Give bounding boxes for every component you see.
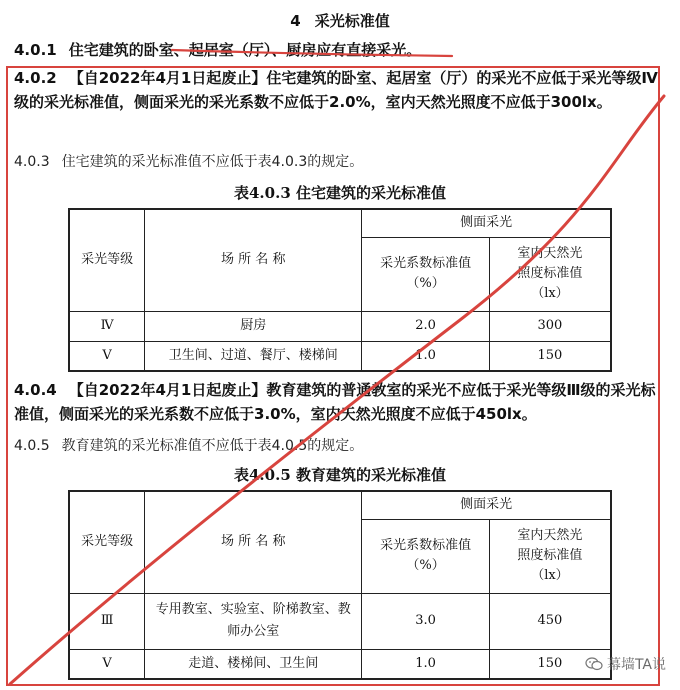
header-factor: 采光系数标准值 （%） — [362, 237, 490, 311]
header-place: 场 所 名 称 — [145, 491, 362, 593]
cell-illuminance: 150 — [489, 649, 611, 679]
header-level: 采光等级 — [69, 491, 145, 593]
chapter-number: 4 — [290, 12, 301, 30]
table-row — [69, 341, 611, 371]
table-caption-4-0-3: 表4.0.3 住宅建筑的采光标准值 — [234, 184, 446, 202]
clause-text: 住宅建筑的采光标准值不应低于表4.0.3的规定。 — [61, 154, 364, 170]
clause-4-0-3 — [14, 150, 664, 174]
clause-number: 4.0.1 — [14, 41, 57, 59]
clause-number: 4.0.2 — [14, 69, 57, 87]
cell-factor: 2.0 — [362, 311, 490, 341]
cell-place: 卫生间、过道、餐厅、楼梯间 — [145, 341, 362, 371]
watermark — [585, 654, 666, 674]
cell-level: Ⅴ — [69, 341, 145, 371]
cell-place: 专用教室、实验室、阶梯教室、教师办公室 — [145, 593, 362, 649]
header-illuminance: 室内天然光 照度标准值 （lx） — [489, 237, 611, 311]
clause-text: 教育建筑的采光标准值不应低于表4.0.5的规定。 — [61, 438, 364, 454]
watermark-text: 幕墙TA说 — [606, 657, 666, 673]
cell-level: Ⅳ — [69, 311, 145, 341]
table-row — [69, 311, 611, 341]
clause-number: 4.0.3 — [14, 154, 50, 170]
clause-4-0-1 — [14, 38, 664, 62]
table-caption-4-0-5: 表4.0.5 教育建筑的采光标准值 — [234, 466, 446, 484]
clause-4-0-4 — [14, 378, 664, 426]
cell-level: Ⅲ — [69, 593, 145, 649]
wechat-icon — [585, 657, 603, 671]
clause-text: 住宅建筑的卧室、起居室（厅）、厨房应有直接采光。 — [68, 41, 422, 59]
cell-illuminance: 450 — [489, 593, 611, 649]
cell-illuminance: 300 — [489, 311, 611, 341]
cell-factor: 3.0 — [362, 593, 490, 649]
cell-illuminance: 150 — [489, 341, 611, 371]
header-side-lighting: 侧面采光 — [362, 209, 611, 237]
clause-number: 4.0.4 — [14, 381, 57, 399]
header-level: 采光等级 — [69, 209, 145, 311]
table-4-0-5 — [68, 490, 612, 680]
table-4-0-3 — [68, 208, 612, 372]
clause-4-0-2 — [14, 66, 664, 114]
chapter-heading — [0, 10, 680, 31]
table-row — [69, 593, 611, 649]
header-illuminance: 室内天然光 照度标准值 （lx） — [489, 519, 611, 593]
clause-number: 4.0.5 — [14, 438, 50, 454]
clause-text: 【自2022年4月1日起废止】住宅建筑的卧室、起居室（厅）的采光不应低于采光等级Ⅳ级的采光标准值，侧面采光的采光系数不应低于2.0%，室内天然光照度不应低于300lx。 — [14, 69, 658, 111]
clause-text: 【自2022年4月1日起废止】教育建筑的普通教室的采光不应低于采光等级Ⅲ级的采光标准值，侧面采光的采光系数不应低于3.0%，室内天然光照度不应低于450lx。 — [14, 381, 656, 423]
cell-level: Ⅴ — [69, 649, 145, 679]
chapter-title: 采光标准值 — [314, 12, 390, 30]
table-row — [69, 649, 611, 679]
header-side-lighting: 侧面采光 — [362, 491, 611, 519]
header-factor: 采光系数标准值 （%） — [362, 519, 490, 593]
cell-factor: 1.0 — [362, 649, 490, 679]
clause-4-0-5 — [14, 434, 664, 458]
cell-place: 厨房 — [145, 311, 362, 341]
cell-place: 走道、楼梯间、卫生间 — [145, 649, 362, 679]
cell-factor: 1.0 — [362, 341, 490, 371]
header-place: 场 所 名 称 — [145, 209, 362, 311]
